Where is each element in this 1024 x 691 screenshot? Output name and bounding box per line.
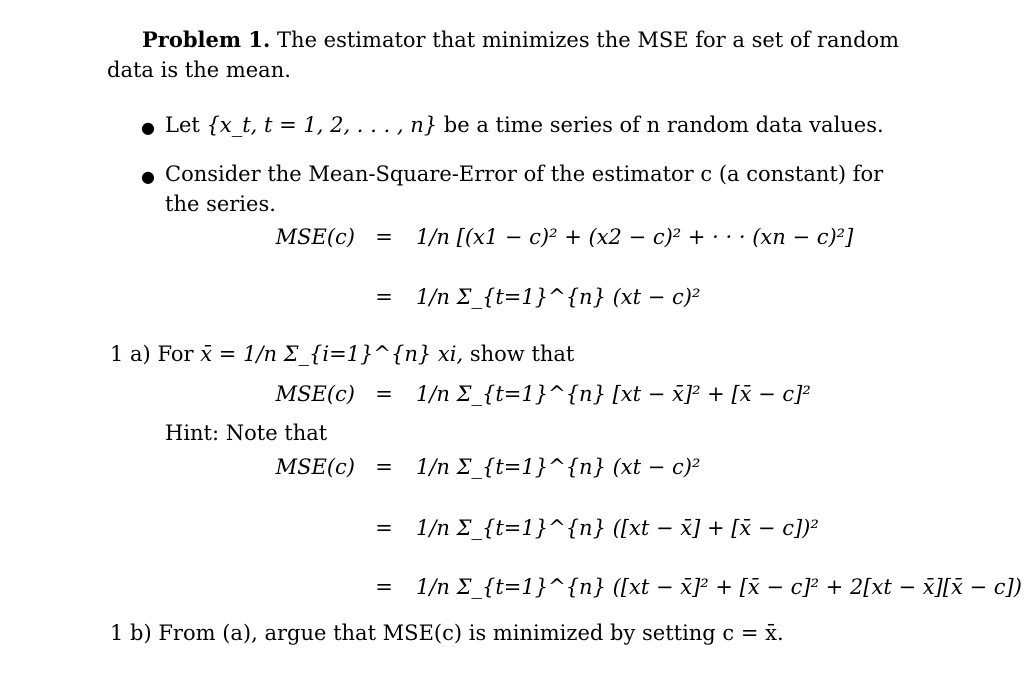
equals-sign: = — [375, 516, 393, 540]
part-a-statement — [110, 339, 574, 369]
mse-def-rhs-1: 1/n [(x1 − c)² + (x2 − c)² + · · · (xn − c)²] — [416, 225, 854, 249]
mse-def-lhs: MSE(c) — [275, 225, 355, 249]
part-a-label: 1 a) — [110, 342, 151, 366]
mse-def-rhs-2: 1/n Σ_{t=1}^{n} (xt − c)² — [416, 285, 701, 309]
equals-sign: = — [375, 575, 393, 599]
equals-sign: = — [375, 455, 393, 479]
bullet-2-line1: Consider the Mean-Square-Error of the estimator c (a constant) for — [165, 162, 884, 186]
hint-rhs-1: 1/n Σ_{t=1}^{n} (xt − c)² — [416, 455, 701, 479]
part-a-rhs: 1/n Σ_{t=1}^{n} [xt − x̄]² + [x̄ − c]² — [416, 382, 811, 406]
bullet-dot: ● — [141, 167, 155, 186]
problem-intro-line2: data is the mean. — [107, 58, 291, 82]
part-b-statement — [110, 618, 784, 648]
bullet-1-math: {x_t, t = 1, 2, . . . , n} — [206, 113, 438, 137]
problem-intro-line1: The estimator that minimizes the MSE for a set of random — [277, 28, 900, 52]
equals-sign: = — [375, 382, 393, 406]
bullet-1-suffix: be a time series of n random data values. — [443, 113, 884, 137]
hint-label: Hint: Note that — [165, 421, 328, 445]
xbar-definition: x̄ = 1/n Σ_{i=1}^{n} xi, — [200, 342, 464, 366]
hint-lhs: MSE(c) — [275, 455, 355, 479]
part-b-text: From (a), argue that MSE(c) is minimized by setting c = x̄. — [158, 621, 784, 645]
hint-rhs-3: 1/n Σ_{t=1}^{n} ([xt − x̄]² + [x̄ − c]² + 2[xt − x̄][x̄ − c]) — [416, 575, 1022, 599]
part-a-text-before: For — [157, 342, 194, 366]
hint-rhs-2: 1/n Σ_{t=1}^{n} ([xt − x̄] + [x̄ − c])² — [416, 516, 819, 540]
bullet-item-1 — [165, 110, 884, 140]
part-b-label: 1 b) — [110, 621, 152, 645]
part-a-lhs: MSE(c) — [275, 382, 355, 406]
problem-intro — [142, 25, 899, 55]
equals-sign: = — [375, 225, 393, 249]
equals-sign: = — [375, 285, 393, 309]
problem-title: Problem 1. — [142, 27, 271, 52]
bullet-1-prefix: Let — [165, 113, 200, 137]
bullet-dot: ● — [141, 118, 155, 137]
bullet-2-line2: the series. — [165, 192, 276, 216]
part-a-text-after: show that — [469, 342, 575, 366]
